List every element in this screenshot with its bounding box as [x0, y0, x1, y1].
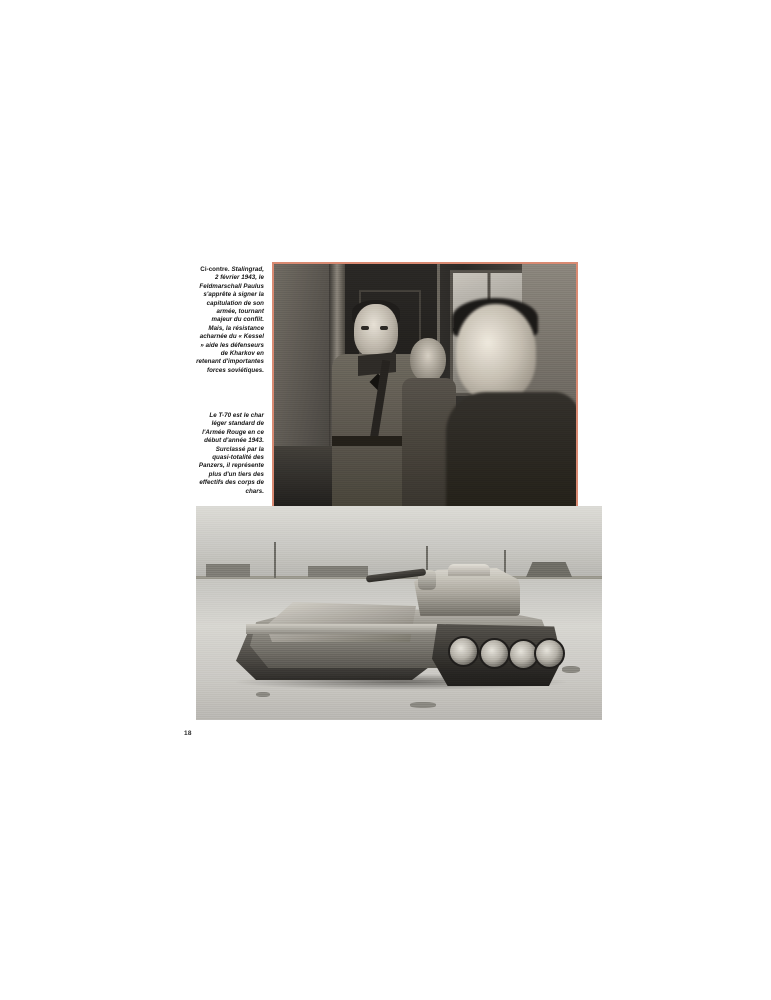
page-number: 18	[184, 730, 192, 737]
caption-t70-text: Le T-70 est le char léger standard de l'Armée Rouge en ce début d'année 1943. Surclassé par la quasi-totalité des Panzers, il représente plus d'un tiers des effectifs des corps de chars.	[198, 412, 264, 495]
caption-t70	[196, 412, 264, 496]
photo-t70-tank	[196, 506, 602, 720]
photo-stalingrad-surrender	[272, 262, 578, 510]
caption-stalingrad	[196, 266, 264, 375]
caption-stalingrad-lead: Ci-contre.	[200, 266, 230, 273]
photo-grain-overlay	[196, 506, 602, 720]
photo-grain-overlay	[274, 264, 576, 508]
caption-stalingrad-text: Stalingrad, 2 février 1943, le Feldmarschall Paulus s'apprête à signer la capitulation de son armée, tournant majeur du conflit. Mais, la résistance acharnée du « Kessel » aide les défenseurs de Kharkov en retenant d'importantes forces soviétiques.	[196, 266, 264, 374]
